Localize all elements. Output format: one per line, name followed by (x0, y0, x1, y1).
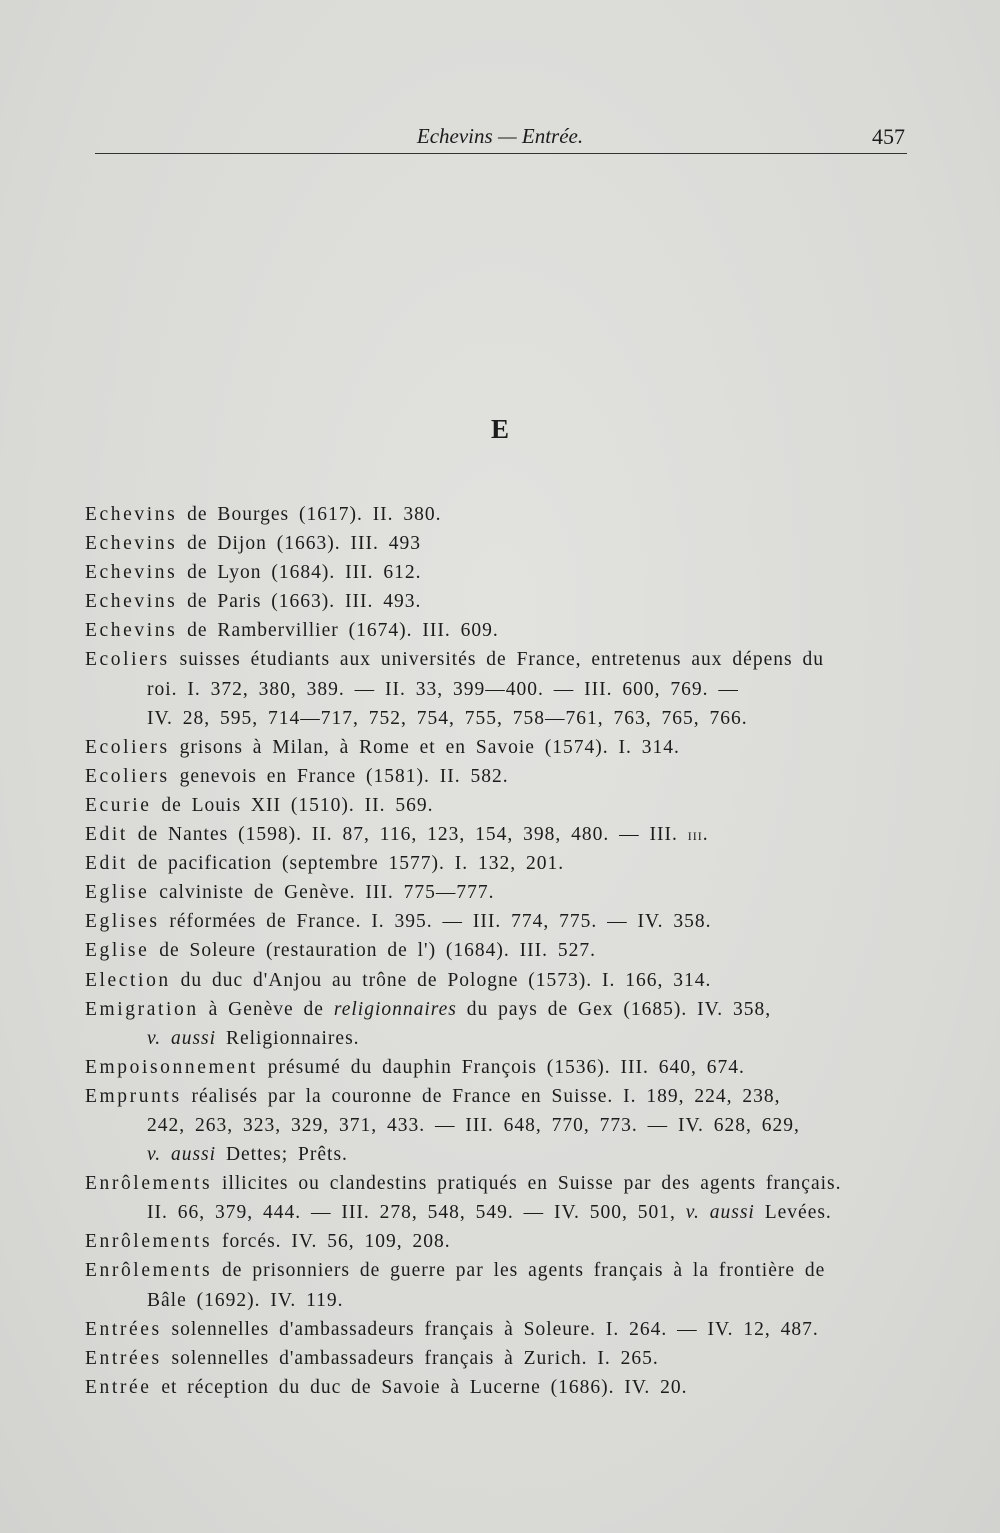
entry-headword: Ecurie (85, 794, 152, 816)
index-entry (85, 529, 900, 558)
entry-text: de pacification (septembre 1577). I. 132, 201. (127, 853, 565, 875)
entry-text: de Paris (1663). III. 493. (177, 591, 422, 613)
entry-text: de Rambervillier (1674). III. 609. (177, 620, 499, 642)
entry-text-continued: roi. I. 372, 380, 389. — II. 33, 399—400. — III. 600, 769. — (147, 678, 739, 700)
entry-text: de Bourges (1617). II. 380. (177, 504, 442, 525)
index-entry (85, 558, 900, 587)
entry-text: illicites ou clandestins pratiqués en Suisse par des agents français. (212, 1173, 842, 1195)
entry-headword: Election (85, 969, 171, 991)
page-number: 457 (872, 124, 905, 149)
entry-text: de Soleure (restauration de l') (1684). III. 527. (149, 940, 597, 962)
entry-text: suisses étudiants aux universités de France, entretenus aux dépens du (169, 649, 824, 671)
entry-headword: Eglises (85, 911, 160, 933)
header-rule (95, 153, 907, 154)
index-entry (85, 500, 900, 529)
entry-text: de prisonniers de guerre par les agents français à la frontière de (212, 1260, 826, 1282)
entry-text: solennelles d'ambassadeurs français à Zurich. I. 265. (161, 1347, 659, 1369)
index-entry (85, 820, 900, 849)
entry-headword: Empoisonnement (85, 1056, 258, 1078)
entry-text-continued: IV. 28, 595, 714—717, 752, 754, 755, 758—761, 763, 765, 766. (147, 707, 748, 729)
entry-text: solennelles d'ambassadeurs français à Soleure. I. 264. — IV. 12, 487. (161, 1318, 819, 1340)
entry-headword: Echevins (85, 533, 178, 555)
index-entry (85, 1169, 900, 1227)
entry-text-continued: Dettes; Prêts. (216, 1144, 348, 1166)
running-title: Echevins — Entrée. (416, 124, 584, 148)
entry-text-italic: religionnaires (333, 998, 457, 1020)
entry-headword: Ecoliers (85, 765, 170, 787)
entry-headword: Entrées (85, 1347, 162, 1369)
entry-headword: Echevins (85, 620, 178, 642)
entry-text: du duc d'Anjou au trône de Pologne (1573). I. 166, 314. (170, 969, 712, 991)
entry-headword: Edit (85, 824, 128, 846)
entry-text: de Dijon (1663). III. 493 (177, 533, 421, 555)
section-letter: E (490, 414, 509, 444)
entry-headword: Enrôlements (85, 1231, 213, 1253)
index-entries (85, 500, 900, 1402)
index-entry (85, 907, 900, 936)
index-entry (85, 1315, 900, 1344)
see-also: v. aussi (147, 1027, 217, 1049)
entry-text: et réception du duc de Savoie à Lucerne (1686). IV. 20. (151, 1376, 688, 1398)
entry-headword: Emigration (85, 998, 199, 1020)
entry-headword: Edit (85, 853, 128, 875)
entry-headword: Echevins (85, 591, 178, 613)
entry-text-continued: Bâle (1692). IV. 119. (147, 1289, 344, 1311)
entry-headword: Eglise (85, 940, 150, 962)
entry-text: de Nantes (1598). II. 87, 116, 123, 154, 398, 480. — III. (127, 824, 688, 846)
index-entry (85, 995, 900, 1053)
entry-headword: Eglise (85, 882, 150, 904)
index-entry (85, 1344, 900, 1373)
entry-text: forcés. IV. 56, 109, 208. (212, 1231, 451, 1253)
entry-text-smallcaps: iii (687, 825, 703, 845)
entry-headword: Entrées (85, 1318, 162, 1340)
entry-text: de Lyon (1684). III. 612. (177, 562, 422, 584)
entry-headword: Emprunts (85, 1085, 182, 1107)
entry-text: à Genève de (198, 998, 334, 1020)
index-entry (85, 645, 900, 732)
entry-text: grisons à Milan, à Rome et en Savoie (1574). I. 314. (169, 736, 680, 758)
index-entry (85, 1256, 900, 1314)
index-entry (85, 762, 900, 791)
entry-headword: Enrôlements (85, 1260, 213, 1282)
entry-text-continued: Religionnaires. (216, 1027, 360, 1049)
see-also: v. aussi (685, 1202, 755, 1224)
index-entry (85, 791, 900, 820)
entry-headword: Ecoliers (85, 649, 170, 671)
entry-text: réalisés par la couronne de France en Suisse. I. 189, 224, 238, (181, 1085, 781, 1107)
entry-headword: Ecoliers (85, 736, 170, 758)
entry-text-continued: II. 66, 379, 444. — III. 278, 548, 549. — IV. 500, 501, (147, 1202, 686, 1224)
entry-text-end: . (702, 824, 709, 846)
index-entry (85, 878, 900, 907)
entry-text: de Louis XII (1510). II. 569. (151, 794, 434, 816)
index-entry (85, 849, 900, 878)
index-entry (85, 966, 900, 995)
index-entry (85, 936, 900, 965)
entry-headword: Echevins (85, 562, 178, 584)
entry-headword: Echevins (85, 504, 178, 525)
entry-headword: Enrôlements (85, 1173, 213, 1195)
entry-text: réformées de France. I. 395. — III. 774, 775. — IV. 358. (159, 911, 712, 933)
entry-text: du pays de Gex (1685). IV. 358, (456, 998, 772, 1020)
entry-text: calviniste de Genève. III. 775—777. (149, 882, 495, 904)
index-entry (85, 616, 900, 645)
index-entry (85, 587, 900, 616)
index-entry (85, 1227, 900, 1256)
index-entry (85, 733, 900, 762)
entry-headword: Entrée (85, 1376, 152, 1398)
entry-text-continued: Levées. (754, 1202, 832, 1224)
entry-text: présumé du dauphin François (1536). III. 640, 674. (257, 1056, 745, 1078)
index-entry (85, 1373, 900, 1402)
entry-text: genevois en France (1581). II. 582. (169, 765, 509, 787)
see-also: v. aussi (147, 1144, 217, 1166)
page-header (95, 120, 905, 152)
entry-text-continued: 242, 263, 323, 329, 371, 433. — III. 648, 770, 773. — IV. 628, 629, (147, 1114, 800, 1136)
index-entry (85, 1082, 900, 1169)
index-entry (85, 1053, 900, 1082)
